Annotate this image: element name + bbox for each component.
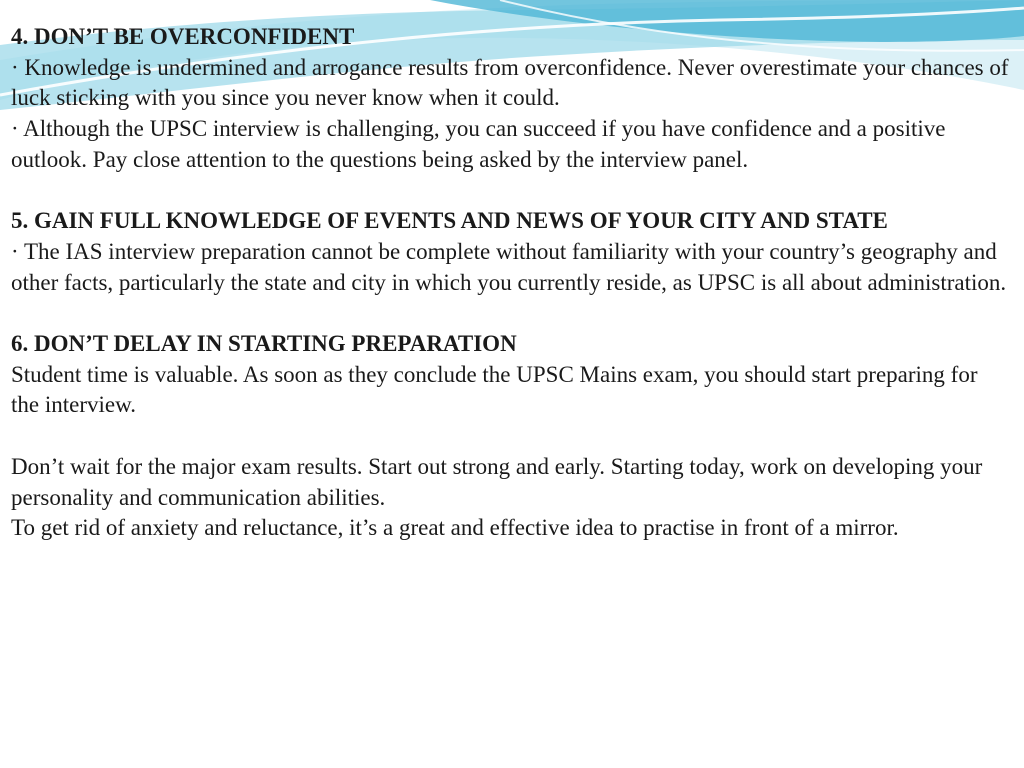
section-closing-advice [11,452,1011,544]
section-paragraph: To get rid of anxiety and reluctance, it’s a great and effective idea to practise in front of a mirror. [11,515,899,541]
section-dont-be-overconfident [11,22,1011,176]
section-gain-full-knowledge [11,206,1011,298]
section-heading: 6. DON’T DELAY IN STARTING PREPARATION [11,331,517,356]
section-paragraph: · Although the UPSC interview is challenging, you can succeed if you have confidence and a positive outlook. Pay close attention to the questions being asked by the interview panel. [11,116,946,172]
section-paragraph: · Knowledge is undermined and arrogance results from overconfidence. Never overestimate your chances of luck sticking with you since you never know when it could. [11,54,1009,111]
slide-body [11,22,1011,544]
section-dont-delay-preparation [11,329,1011,421]
section-heading: 4. DON’T BE OVERCONFIDENT [11,24,355,49]
section-paragraph: Don’t wait for the major exam results. Start out strong and early. Starting today, work on developing your personality and communication abilities. [11,453,983,510]
section-paragraph: · The IAS interview preparation cannot be complete without familiarity with your country’s geography and other facts, particularly the state and city in which you currently reside, as UPSC is all about administration. [11,238,1007,295]
section-heading: 5. GAIN FULL KNOWLEDGE OF EVENTS AND NEWS OF YOUR CITY AND STATE [11,208,888,234]
section-paragraph: Student time is valuable. As soon as they conclude the UPSC Mains exam, you should start preparing for the interview. [11,361,978,418]
